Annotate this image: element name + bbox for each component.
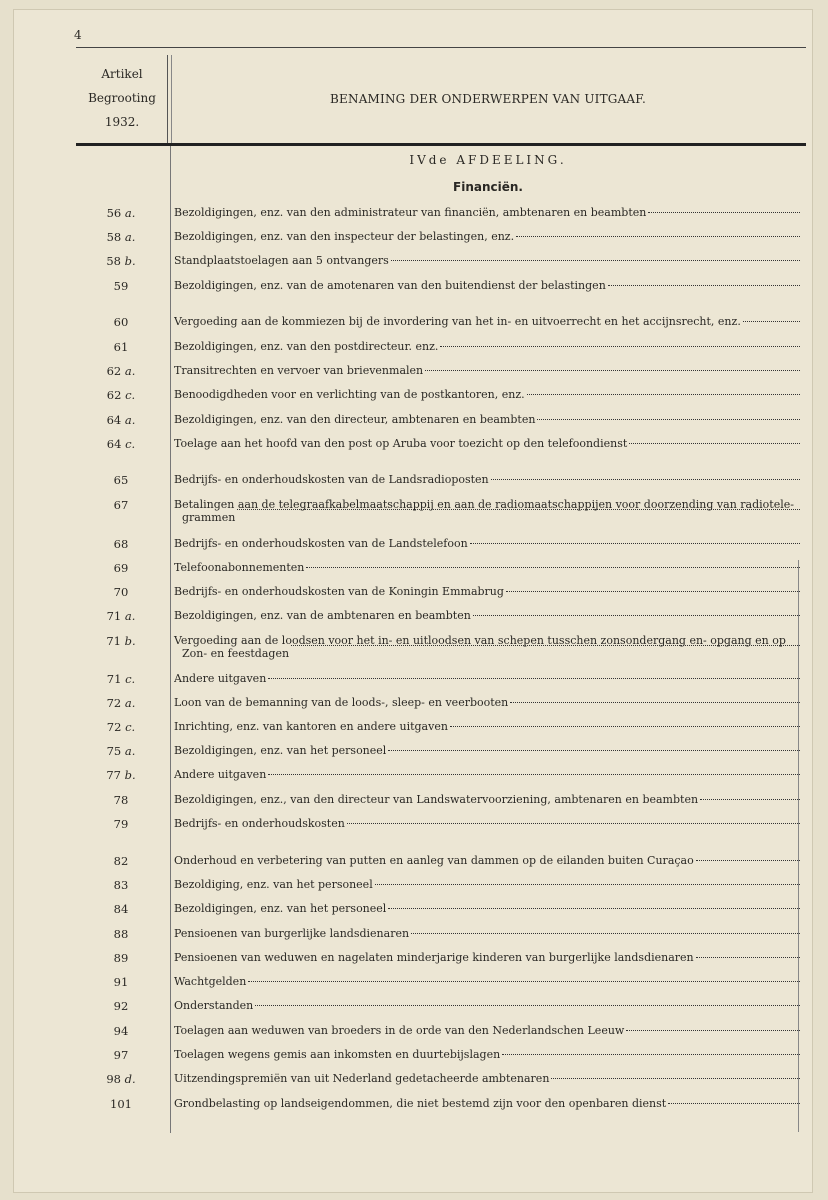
description-text: Bezoldigingen, enz. van de ambtenaren en beambten bbox=[174, 609, 471, 622]
article-number bbox=[76, 975, 166, 989]
article-number bbox=[76, 768, 166, 782]
article-number bbox=[76, 854, 166, 868]
table-row bbox=[76, 206, 802, 222]
article-num: 72 bbox=[106, 696, 122, 710]
expenditure-description bbox=[174, 585, 800, 598]
leader-dots bbox=[375, 883, 800, 885]
article-number bbox=[76, 279, 166, 293]
article-num: 61 bbox=[113, 340, 129, 354]
article-number bbox=[76, 999, 166, 1013]
leader-dots bbox=[306, 566, 800, 568]
article-subletter: a. bbox=[124, 609, 136, 623]
article-num: 89 bbox=[113, 951, 129, 965]
article-number bbox=[76, 720, 166, 734]
table-row bbox=[76, 561, 802, 577]
article-number bbox=[76, 413, 166, 427]
section-title: IVde AFDEELING. bbox=[409, 153, 567, 167]
description-text: Vergoeding aan de loodsen voor het in- en uitloodsen van schepen tusschen zonsondergang en- opgang en op bbox=[174, 634, 786, 647]
article-number bbox=[76, 473, 166, 487]
article-num: 101 bbox=[110, 1097, 132, 1111]
leader-dots bbox=[237, 508, 800, 510]
leader-dots bbox=[551, 1077, 800, 1079]
table-row bbox=[76, 609, 802, 625]
description-text: Bezoldigingen, enz. van het personeel bbox=[174, 744, 387, 757]
expenditure-description bbox=[174, 975, 800, 988]
article-subletter: a. bbox=[124, 230, 136, 244]
article-subletter: b. bbox=[124, 768, 136, 782]
article-subletter: a. bbox=[124, 696, 136, 710]
article-num: 91 bbox=[113, 975, 129, 989]
article-number bbox=[76, 902, 166, 916]
leader-dots bbox=[470, 542, 800, 544]
article-num: 71 bbox=[106, 609, 122, 623]
expenditure-description bbox=[174, 951, 800, 964]
article-num: 62 bbox=[106, 364, 122, 378]
article-number bbox=[76, 817, 166, 831]
description-text: Toelagen wegens gemis aan inkomsten en duurtebijslagen bbox=[174, 1048, 501, 1061]
leader-dots bbox=[510, 701, 800, 703]
table-row bbox=[76, 878, 802, 894]
expenditure-description bbox=[174, 230, 800, 243]
article-subletter: c. bbox=[125, 437, 136, 451]
expenditure-description bbox=[174, 720, 800, 733]
table-row bbox=[76, 817, 802, 833]
leader-dots bbox=[248, 980, 800, 982]
article-num: 97 bbox=[113, 1048, 129, 1062]
description-text: Grondbelasting op landseigendommen, die niet bestemd zijn voor den openbaren dienst bbox=[174, 1097, 667, 1110]
article-num: 69 bbox=[113, 561, 129, 575]
article-number bbox=[76, 634, 166, 648]
description-text: Wachtgelden bbox=[174, 975, 247, 988]
leader-dots bbox=[502, 1053, 800, 1055]
leader-dots bbox=[411, 932, 800, 934]
article-number bbox=[76, 230, 166, 244]
leader-dots bbox=[450, 725, 800, 727]
description-text: Bedrijfs- en onderhoudskosten bbox=[174, 817, 345, 830]
table-row bbox=[76, 437, 802, 453]
table-row bbox=[76, 413, 802, 429]
leader-dots bbox=[268, 773, 800, 775]
expenditure-description bbox=[174, 1072, 800, 1085]
leader-dots bbox=[527, 393, 800, 395]
description-text: Bezoldiging, enz. van het personeel bbox=[174, 878, 373, 891]
leader-dots bbox=[268, 677, 800, 679]
description-text: Loon van de bemanning van de loods-, sleep- en veerbooten bbox=[174, 696, 509, 709]
description-text: Andere uitgaven bbox=[174, 672, 267, 685]
table-row bbox=[76, 254, 802, 270]
article-number bbox=[76, 364, 166, 378]
expenditure-description bbox=[174, 744, 800, 757]
article-number bbox=[76, 1097, 166, 1111]
column-header-description: BENAMING DER ONDERWERPEN VAN UITGAAF. bbox=[330, 92, 646, 106]
leader-dots bbox=[291, 644, 800, 646]
expenditure-description bbox=[174, 537, 800, 550]
article-num: 94 bbox=[113, 1024, 129, 1038]
article-num: 82 bbox=[113, 854, 129, 868]
table-row bbox=[76, 744, 802, 760]
article-number bbox=[76, 437, 166, 451]
article-num: 67 bbox=[113, 498, 129, 512]
article-subletter: a. bbox=[124, 364, 136, 378]
table-row bbox=[76, 672, 802, 688]
expenditure-description bbox=[174, 388, 800, 401]
table-row bbox=[76, 975, 802, 991]
table-row bbox=[76, 720, 802, 736]
page-number: 4 bbox=[74, 28, 82, 42]
table-row bbox=[76, 634, 802, 660]
article-subletter: b. bbox=[124, 254, 136, 268]
header-thick-rule bbox=[76, 143, 806, 146]
article-num: 88 bbox=[113, 927, 129, 941]
description-text: Uitzendingspremiën van uit Nederland gedetacheerde ambtenaren bbox=[174, 1072, 550, 1085]
section-subtitle: Financiën. bbox=[453, 180, 523, 194]
article-number bbox=[76, 793, 166, 807]
expenditure-description bbox=[174, 1048, 800, 1061]
expenditure-description bbox=[174, 672, 800, 685]
table-row bbox=[76, 340, 802, 356]
leader-dots bbox=[506, 590, 800, 592]
article-subletter: b. bbox=[124, 634, 136, 648]
leader-dots bbox=[347, 822, 800, 824]
description-text: Bezoldigingen, enz. van het personeel bbox=[174, 902, 387, 915]
article-number bbox=[76, 537, 166, 551]
description-text: Bezoldigingen, enz., van den directeur van Landswatervoorziening, ambtenaren en beambten bbox=[174, 793, 699, 806]
header-begrooting: Begrooting bbox=[88, 91, 156, 105]
article-num: 70 bbox=[113, 585, 129, 599]
leader-dots bbox=[696, 956, 800, 958]
table-row bbox=[76, 388, 802, 404]
expenditure-description bbox=[174, 473, 800, 486]
article-number bbox=[76, 672, 166, 686]
article-subletter: c. bbox=[125, 672, 136, 686]
article-num: 58 bbox=[106, 230, 122, 244]
article-number bbox=[76, 206, 166, 220]
description-text: Benoodigdheden voor en verlichting van de postkantoren, enz. bbox=[174, 388, 525, 401]
leader-dots bbox=[629, 442, 800, 444]
article-num: 60 bbox=[113, 315, 129, 329]
description-continuation: Zon- en feestdagen bbox=[182, 647, 290, 660]
description-text: Andere uitgaven bbox=[174, 768, 267, 781]
description-text: Onderstanden bbox=[174, 999, 254, 1012]
table-row bbox=[76, 537, 802, 553]
header-artikel: Artikel bbox=[101, 67, 143, 81]
table-row bbox=[76, 1024, 802, 1040]
article-number bbox=[76, 744, 166, 758]
leader-dots bbox=[388, 907, 800, 909]
description-text: Toelagen aan weduwen van broeders in de orde van den Nederlandschen Leeuw bbox=[174, 1024, 625, 1037]
leader-dots bbox=[491, 478, 800, 480]
article-subletter: a. bbox=[124, 413, 136, 427]
expenditure-description bbox=[174, 206, 800, 219]
article-subletter: a. bbox=[124, 744, 136, 758]
expenditure-description bbox=[174, 854, 800, 867]
article-number bbox=[76, 561, 166, 575]
article-num: 71 bbox=[106, 634, 121, 648]
description-text: Bedrijfs- en onderhoudskosten van de Landsradioposten bbox=[174, 473, 489, 486]
description-text: Bedrijfs- en onderhoudskosten van de Landstelefoon bbox=[174, 537, 468, 550]
leader-dots bbox=[537, 418, 800, 420]
table-row bbox=[76, 951, 802, 967]
description-text: Bezoldigingen, enz. van de amotenaren van den buitendienst der belastingen bbox=[174, 279, 606, 292]
expenditure-description bbox=[174, 696, 800, 709]
article-number bbox=[76, 927, 166, 941]
expenditure-description bbox=[174, 817, 800, 830]
expenditure-description bbox=[174, 315, 800, 328]
leader-dots bbox=[255, 1004, 800, 1006]
article-number bbox=[76, 1024, 166, 1038]
description-text: Bedrijfs- en onderhoudskosten van de Koningin Emmabrug bbox=[174, 585, 504, 598]
leader-dots bbox=[743, 320, 800, 322]
expenditure-description bbox=[174, 793, 800, 806]
expenditure-description bbox=[174, 413, 800, 426]
article-number bbox=[76, 1072, 166, 1086]
expenditure-description bbox=[174, 437, 800, 450]
article-number bbox=[76, 254, 166, 268]
article-number bbox=[76, 498, 166, 512]
expenditure-description bbox=[174, 634, 800, 664]
expenditure-description bbox=[174, 902, 800, 915]
article-subletter: c. bbox=[125, 388, 136, 402]
article-num: 83 bbox=[113, 878, 129, 892]
leader-dots bbox=[696, 859, 800, 861]
description-text: Toelage aan het hoofd van den post op Aruba voor toezicht op den telefoondienst bbox=[174, 437, 628, 450]
article-number bbox=[76, 609, 166, 623]
description-text: Pensioenen van weduwen en nagelaten minderjarige kinderen van burgerlijke landsdienaren bbox=[174, 951, 694, 964]
leader-dots bbox=[626, 1029, 800, 1031]
article-subletter: a. bbox=[124, 206, 136, 220]
table-row bbox=[76, 585, 802, 601]
description-text: Bezoldigingen, enz. van den directeur, ambtenaren en beambten bbox=[174, 413, 536, 426]
expenditure-description bbox=[174, 254, 800, 267]
article-num: 77 bbox=[106, 768, 121, 782]
article-num: 56 bbox=[106, 206, 122, 220]
expenditure-description bbox=[174, 878, 800, 891]
table-row bbox=[76, 999, 802, 1015]
table-row bbox=[76, 854, 802, 870]
leader-dots bbox=[440, 345, 800, 347]
header-divider bbox=[167, 55, 168, 143]
table-row bbox=[76, 1048, 802, 1064]
expenditure-description bbox=[174, 999, 800, 1012]
article-number bbox=[76, 951, 166, 965]
article-num: 59 bbox=[113, 279, 129, 293]
table-row bbox=[76, 364, 802, 380]
article-num: 79 bbox=[113, 817, 129, 831]
description-text: Vergoeding aan de kommiezen bij de invordering van het in- en uitvoerrecht en het accijnsrecht, enz. bbox=[174, 315, 741, 328]
top-rule bbox=[76, 47, 806, 48]
description-text: Bezoldigingen, enz. van den administrateur van financiën, ambtenaren en beambten bbox=[174, 206, 647, 219]
column-header-article bbox=[78, 62, 166, 134]
table-row bbox=[76, 696, 802, 712]
article-num: 62 bbox=[106, 388, 122, 402]
article-number bbox=[76, 388, 166, 402]
article-subletter: d. bbox=[124, 1072, 136, 1086]
expenditure-description bbox=[174, 561, 800, 574]
article-number bbox=[76, 585, 166, 599]
article-subletter: c. bbox=[125, 720, 136, 734]
table-row bbox=[76, 473, 802, 489]
description-continuation: grammen bbox=[182, 511, 236, 524]
table-row bbox=[76, 1097, 802, 1113]
article-number bbox=[76, 340, 166, 354]
expenditure-description bbox=[174, 340, 800, 353]
article-num: 75 bbox=[106, 744, 122, 758]
article-num: 72 bbox=[106, 720, 122, 734]
article-num: 65 bbox=[113, 473, 129, 487]
leader-dots bbox=[700, 798, 800, 800]
leader-dots bbox=[516, 235, 800, 237]
article-number bbox=[76, 696, 166, 710]
article-number bbox=[76, 315, 166, 329]
expenditure-description bbox=[174, 609, 800, 622]
description-text: Inrichting, enz. van kantoren en andere uitgaven bbox=[174, 720, 448, 733]
leader-dots bbox=[668, 1102, 800, 1104]
leader-dots bbox=[425, 369, 800, 371]
table-row bbox=[76, 927, 802, 943]
article-num: 58 bbox=[106, 254, 121, 268]
article-num: 78 bbox=[113, 793, 129, 807]
description-text: Betalingen aan de telegraafkabelmaatschappij en aan de radiomaatschappijen voor doorzending van radiotele- bbox=[174, 498, 794, 511]
description-text: Bezoldigingen, enz. van den inspecteur der belastingen, enz. bbox=[174, 230, 515, 243]
header-year: 1932. bbox=[104, 115, 140, 129]
article-number bbox=[76, 1048, 166, 1062]
expenditure-description bbox=[174, 927, 800, 940]
description-text: Onderhoud en verbetering van putten en aanleg van dammen op de eilanden buiten Curaçao bbox=[174, 854, 694, 867]
leader-dots bbox=[608, 284, 800, 286]
article-num: 64 bbox=[106, 437, 122, 451]
leader-dots bbox=[391, 259, 800, 261]
expenditure-description bbox=[174, 498, 800, 528]
description-text: Standplaatstoelagen aan 5 ontvangers bbox=[174, 254, 389, 267]
table-row bbox=[76, 902, 802, 918]
leader-dots bbox=[473, 614, 800, 616]
article-number bbox=[76, 878, 166, 892]
article-num: 64 bbox=[106, 413, 122, 427]
description-text: Transitrechten en vervoer van brievenmalen bbox=[174, 364, 424, 377]
article-num: 92 bbox=[113, 999, 129, 1013]
table-row bbox=[76, 1072, 802, 1088]
article-num: 68 bbox=[113, 537, 129, 551]
leader-dots bbox=[388, 749, 800, 751]
table-row bbox=[76, 279, 802, 295]
table-row bbox=[76, 768, 802, 784]
expenditure-description bbox=[174, 1097, 800, 1110]
description-text: Telefoonabonnementen bbox=[174, 561, 305, 574]
table-row bbox=[76, 793, 802, 809]
description-text: Pensioenen van burgerlijke landsdienaren bbox=[174, 927, 410, 940]
expenditure-description bbox=[174, 768, 800, 781]
leader-dots bbox=[648, 211, 800, 213]
expenditure-description bbox=[174, 1024, 800, 1037]
article-num: 98 bbox=[106, 1072, 121, 1086]
article-num: 84 bbox=[113, 902, 129, 916]
article-num: 71 bbox=[106, 672, 122, 686]
expenditure-description bbox=[174, 364, 800, 377]
table-row bbox=[76, 315, 802, 331]
table-row bbox=[76, 498, 802, 524]
description-text: Bezoldigingen, enz. van den postdirecteur. enz. bbox=[174, 340, 439, 353]
expenditure-description bbox=[174, 279, 800, 292]
table-row bbox=[76, 230, 802, 246]
